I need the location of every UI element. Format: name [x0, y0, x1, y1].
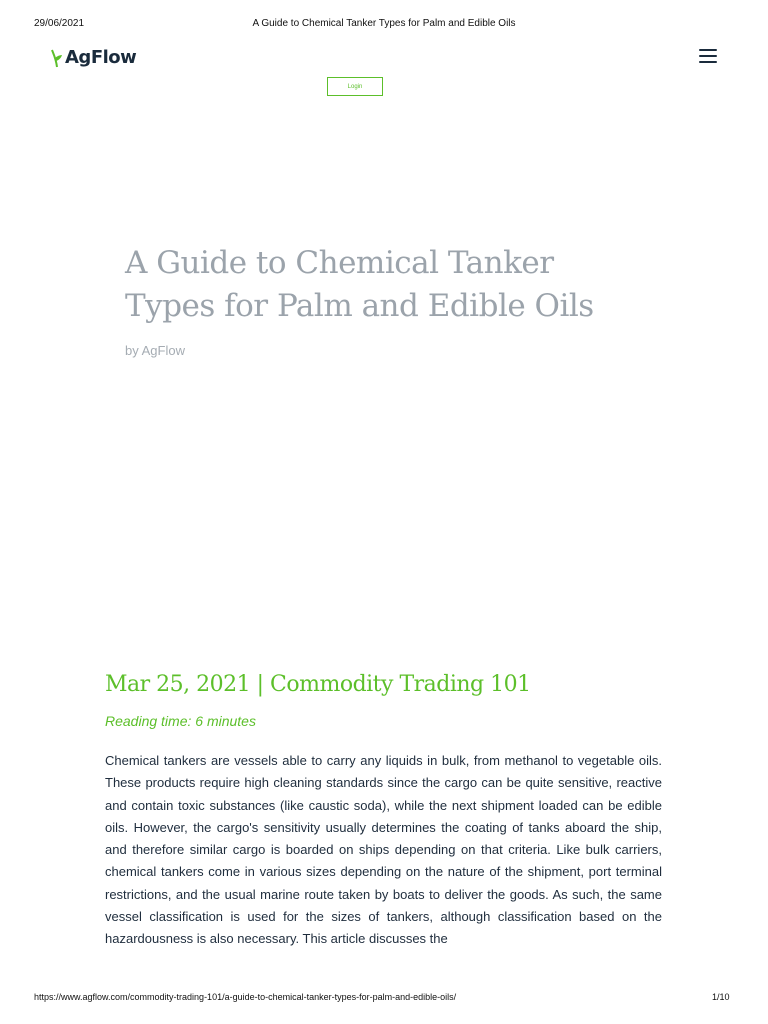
leaf-icon [50, 49, 64, 69]
hamburger-menu-icon[interactable] [697, 47, 719, 65]
login-button[interactable]: Login [327, 77, 383, 96]
article-byline: by AgFlow [125, 343, 185, 358]
article-body: Chemical tankers are vessels able to carry any liquids in bulk, from methanol to vegetable oils. These products require high cleaning standards since the cargo can be quite sensitive, reactive and contain toxic substances (like caustic soda), while the next shipment loaded can be edible oils. However, the cargo's sensitivity usually determines the coating of tanks aboard the ship, and therefore similar cargo is boarded on ships depending on that criteria. Like bulk carriers, chemical tankers come in various sizes depending on the nature of the shipment, port terminal restrictions, and the usual marine route taken by boats to deliver the goods. As such, the same vessel classification is used for the sizes of tankers, although classification based on the hazardousness is also necessary. This article discusses the [105, 753, 662, 947]
article-title: A Guide to Chemical Tanker Types for Palm and Edible Oils [125, 245, 594, 324]
reading-time: Reading time: 6 minutes [105, 713, 256, 729]
print-date: 29/06/2021 [34, 18, 85, 29]
logo-text: AgFlow [65, 47, 137, 68]
page-number: 1/10 [712, 992, 730, 1002]
print-page-title: A Guide to Chemical Tanker Types for Palm and Edible Oils [252, 18, 516, 29]
article-date-category: Mar 25, 2021 | Commodity Trading 101 [105, 672, 531, 697]
print-url: https://www.agflow.com/commodity-trading-101/a-guide-to-chemical-tanker-types-for-palm-and-edible-oils/ [34, 992, 457, 1002]
agflow-logo[interactable] [50, 43, 136, 69]
